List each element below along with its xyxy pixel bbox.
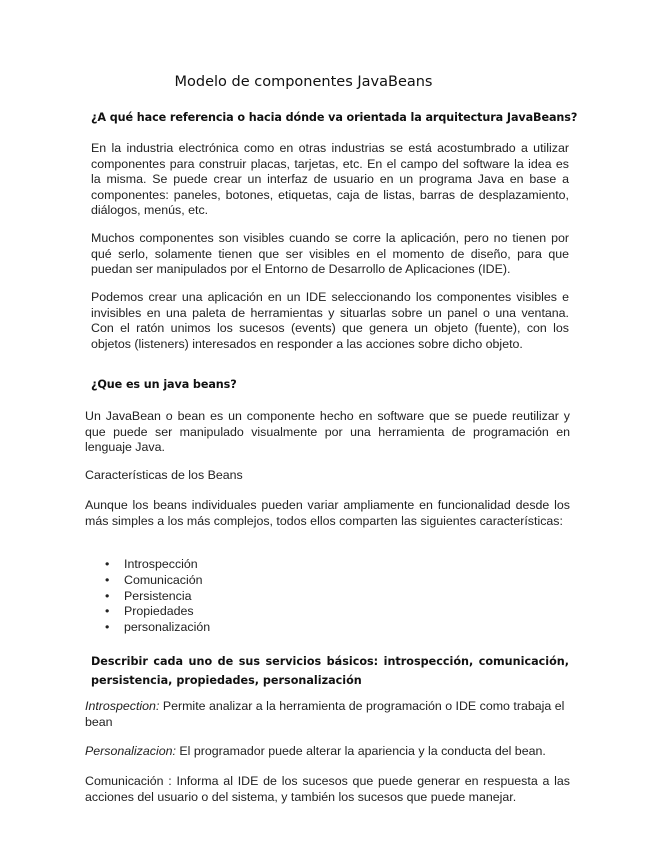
paragraph-definition: Un JavaBean o bean es un componente hecho en software que se puede reutilizar y que puede ser manipulado visualmente por una herramienta de programación en lenguaje Java. — [85, 409, 570, 455]
question-architecture: ¿A qué hace referencia o hacia dónde va orientada la arquitectura JavaBeans? — [91, 111, 578, 124]
list-item: • personalización — [105, 620, 210, 636]
question-what-is-javabean: ¿Que es un java beans? — [91, 378, 237, 391]
list-item: • Persistencia — [105, 589, 210, 605]
paragraph-industry: En la industria electrónica como en otras industrias se está acostumbrado a utilizar componentes para construir placas, tarjetas, etc. En el campo del software la idea es la misma. Se puede crear un interfaz de usuario en un programa Java en base a componentes: paneles, botones, etiquetas, caja de listas, barras de desplazamiento, diálogos, menús, etc. — [91, 141, 569, 218]
term-comunicacion: Comunicación — [85, 774, 169, 788]
text-introspection: Permite analizar a la herramienta de programación o IDE como trabaja el bean — [85, 699, 565, 729]
paragraph-comunicacion — [85, 774, 570, 805]
list-item: • Comunicación — [105, 573, 210, 589]
paragraph-visible-components: Muchos componentes son visibles cuando se corre la aplicación, pero no tienen por qué serlo, solamente tienen que ser visibles en el momento de diseño, para que puedan ser manipulados por el Entorno de Desarrollo de Aplicaciones (IDE). — [91, 231, 569, 277]
paragraph-introspection — [85, 699, 570, 730]
characteristics-list — [105, 557, 210, 636]
subheading-characteristics: Características de los Beans — [85, 468, 243, 482]
paragraph-characteristics-intro: Aunque los beans individuales pueden variar ampliamente en funcionalidad desde los más simples a los más complejos, todos ellos comparten las siguientes características: — [85, 498, 570, 528]
term-introspection: Introspection: — [85, 699, 160, 713]
text-personalizacion: El programador puede alterar la apariencia y la conducta del bean. — [175, 744, 546, 758]
paragraph-ide-palette: Podemos crear una aplicación en un IDE seleccionando los componentes visibles e invisibles en una paleta de herramientas y situarlas sobre un panel o una ventana. Con el ratón unimos los sucesos (events) que genera un objeto (fuente), con los objetos (listeners) interesados en responder a las acciones sobre dicho objeto. — [91, 290, 569, 351]
question-services: Describir cada uno de sus servicios básicos: introspección, comunicación, persistencia, propiedades, personalización — [91, 655, 569, 687]
paragraph-personalizacion — [85, 744, 570, 760]
text-comunicacion: : Informa al IDE de los sucesos que puede generar en respuesta a las acciones del usuario o del sistema, y también los sucesos que puede manejar. — [85, 774, 570, 804]
list-item: • Propiedades — [105, 604, 210, 620]
term-personalizacion: Personalizacion: — [85, 744, 176, 758]
document-title: Modelo de componentes JavaBeans — [174, 74, 433, 90]
list-item: • Introspección — [105, 557, 210, 573]
